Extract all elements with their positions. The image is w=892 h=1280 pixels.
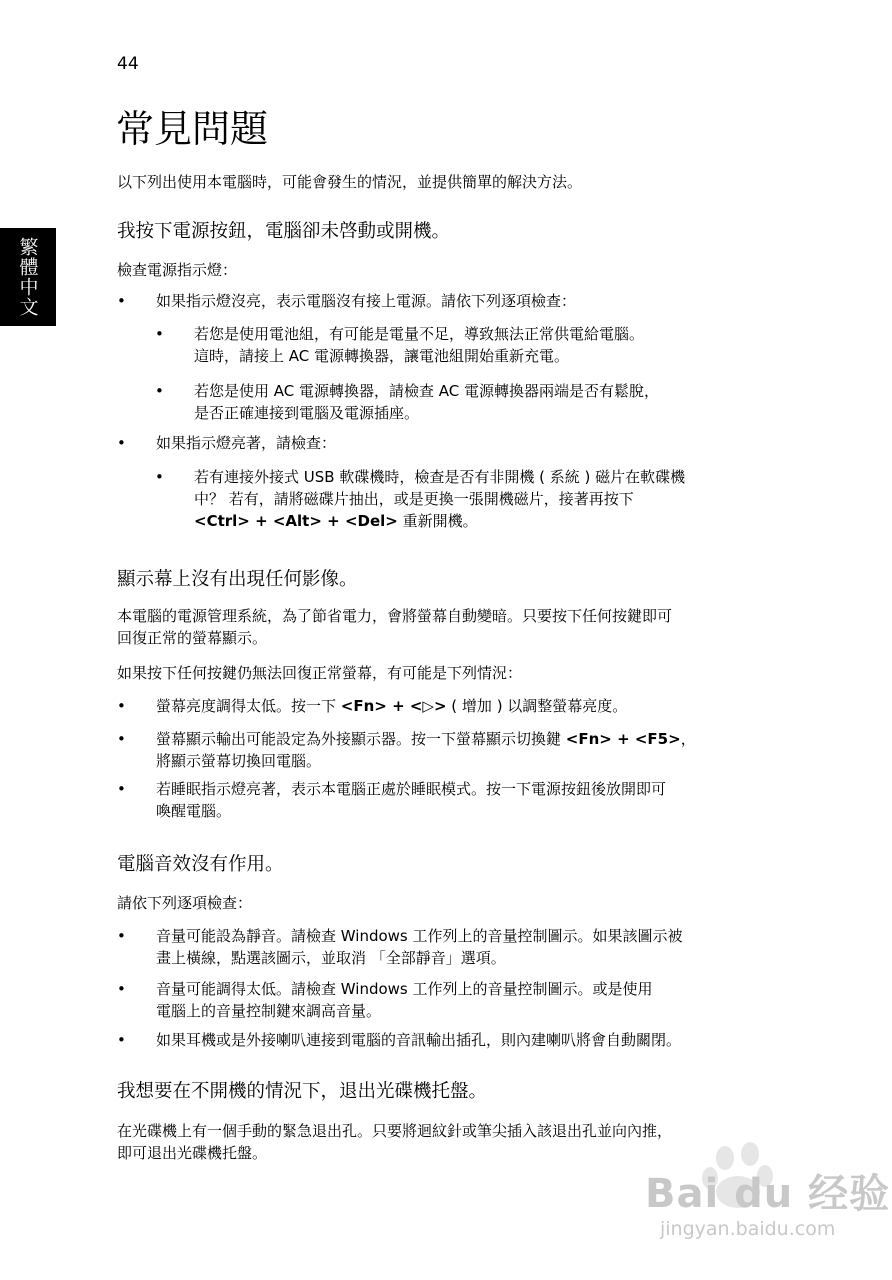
watermark-url: jingyan.baidu.com <box>660 1218 836 1240</box>
bullet-icon: • <box>117 697 126 715</box>
bullet-icon: • <box>117 292 126 310</box>
language-tab-label: 繁體中文 <box>16 237 39 317</box>
key-combo: <Ctrl> + <Alt> + <Del> <box>194 512 398 530</box>
language-tab <box>0 228 56 326</box>
watermark-logo: Bai du 经验 <box>645 1171 891 1217</box>
bullet-icon: • <box>155 325 164 343</box>
bullet-icon: • <box>155 468 164 486</box>
section-heading-display: 顯示幕上沒有出現任何影像。 <box>117 569 358 590</box>
bullet-icon: • <box>117 927 126 945</box>
bullet-icon: • <box>117 1031 126 1049</box>
paragraph: 在光碟機上有一個手動的緊急退出孔。只要將迴紋針或筆尖插入該退出孔並向內推， 即可退出光碟機托盤。 <box>117 1122 673 1162</box>
key-combo: <Fn> + <▷> <box>340 697 447 715</box>
bullet-icon: • <box>117 980 126 998</box>
section-heading-power: 我按下電源按鈕，電腦卻未啓動或開機。 <box>117 221 451 242</box>
bullet-icon: • <box>117 434 126 452</box>
key-combo: <Fn> + <F5> <box>565 730 681 748</box>
section-lead-audio: 請依下列逐項檢查： <box>117 894 253 912</box>
paragraph: 如果按下任何按鍵仍無法回復正常螢幕，有可能是下列情況： <box>117 664 523 682</box>
section-heading-audio: 電腦音效沒有作用。 <box>117 854 284 875</box>
bullet-icon: • <box>155 382 164 400</box>
paragraph: 本電腦的電源管理系統，為了節省電力，會將螢幕自動變暗。只要按下任何按鍵即可 回復正常的螢幕顯示。 <box>117 607 673 647</box>
intro-text: 以下列出使用本電腦時，可能會發生的情況，並提供簡單的解決方法。 <box>117 173 583 191</box>
bullet-icon: • <box>117 730 126 748</box>
bullet-icon: • <box>117 780 126 798</box>
page-number: 44 <box>117 54 139 74</box>
section-lead-power: 檢查電源指示燈： <box>117 261 238 279</box>
page-title: 常見問題 <box>116 107 269 151</box>
section-heading-tray: 我想要在不開機的情況下，退出光碟機托盤。 <box>117 1081 488 1102</box>
